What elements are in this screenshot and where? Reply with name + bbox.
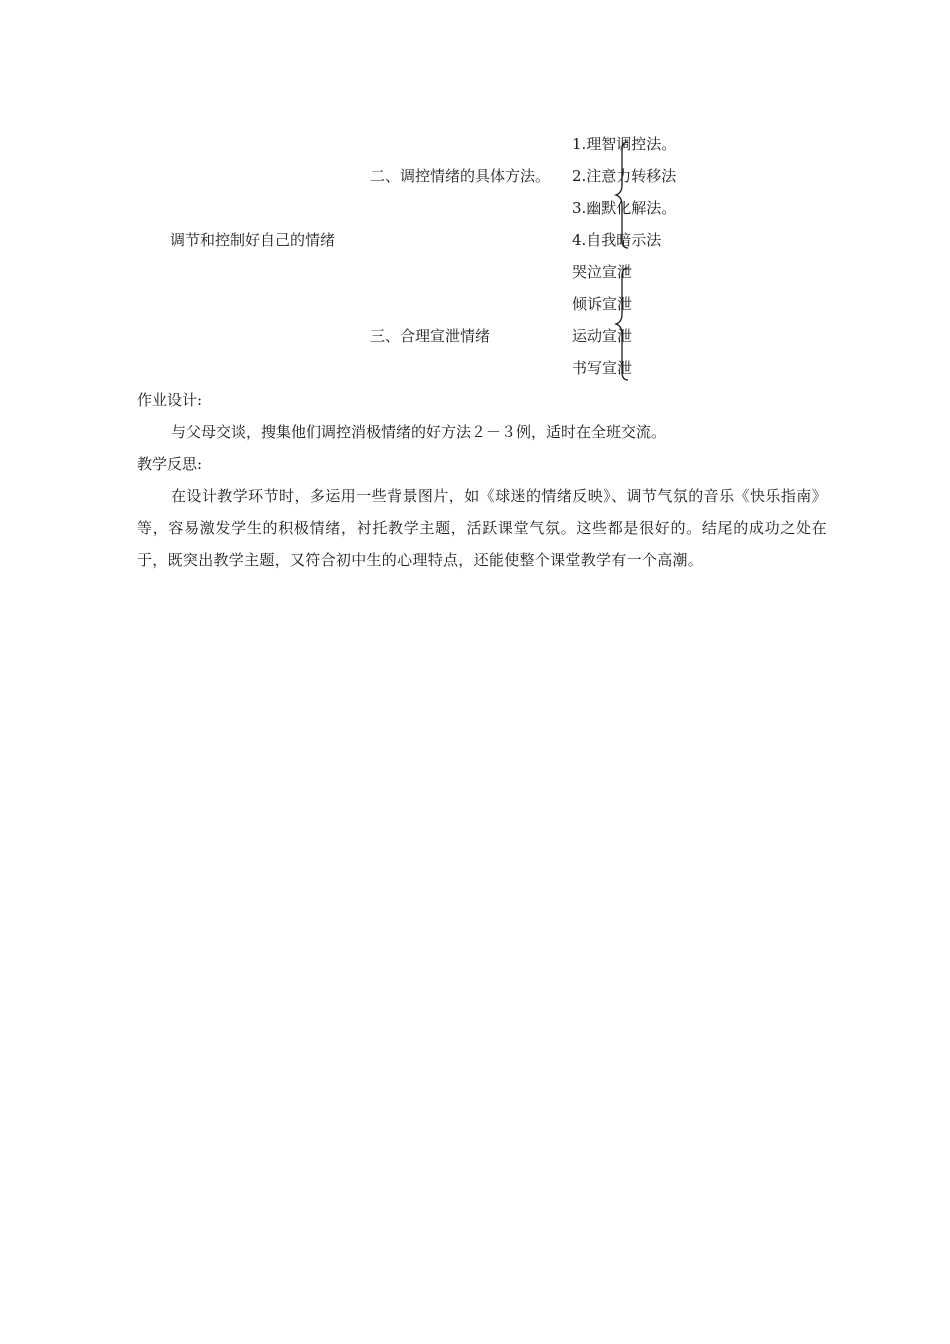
section2-item-1: 1.理智调控法。: [572, 135, 677, 153]
section2-brace: [612, 140, 632, 250]
homework-heading: 作业设计:: [137, 391, 203, 409]
section3-item-3: 运动宣泄: [572, 327, 633, 345]
section2-title: 二、调控情绪的具体方法。: [370, 167, 551, 185]
reflection-text: 在设计教学环节时，多运用一些背景图片，如《球迷的情绪反映》、调节气氛的音乐《快乐指南》等，容易激发学生的积极情绪，衬托教学主题，活跃课堂气氛。这些都是很好的。结尾的成功之处在于，既突出教学主题，又符合初中生的心理特点，还能使整个课堂教学有一个高潮。: [137, 487, 827, 569]
section3-item-2: 倾诉宣泄: [572, 295, 633, 313]
section2-item-2: 2.注意力转移法: [572, 167, 677, 185]
section3-title: 三、合理宣泄情绪: [370, 327, 491, 345]
section2-item-4: 4.自我暗示法: [572, 231, 662, 249]
homework-text: 与父母交谈，搜集他们调控消极情绪的好方法２－３例，适时在全班交流。: [171, 423, 667, 441]
main-topic: 调节和控制好自己的情绪: [170, 231, 336, 249]
section3-brace: [612, 266, 632, 382]
section3-item-4: 书写宣泄: [572, 359, 633, 377]
section2-item-3: 3.幽默化解法。: [572, 199, 677, 217]
reflection-heading: 教学反思:: [137, 455, 203, 473]
section3-item-1: 哭泣宣泄: [572, 263, 633, 281]
